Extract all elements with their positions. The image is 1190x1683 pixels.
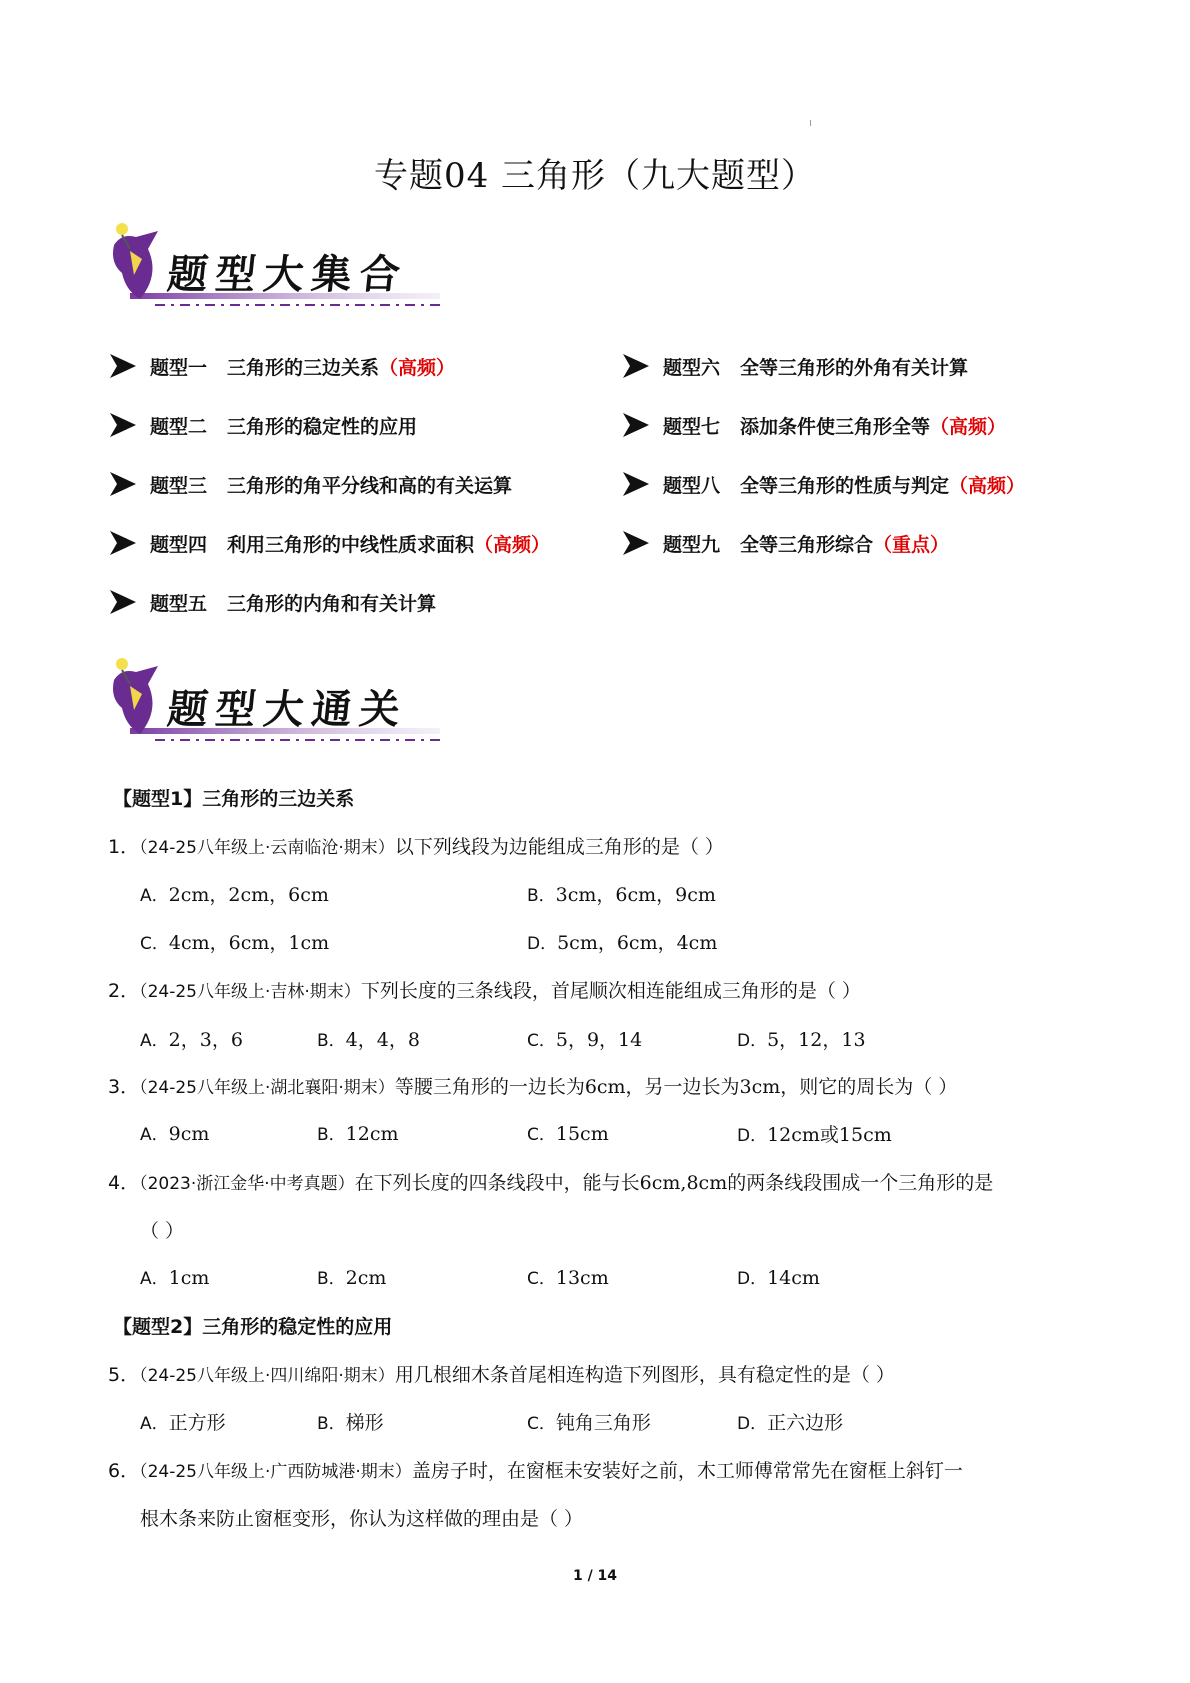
outline-item-no: 题型九 (663, 533, 721, 556)
option-letter: C． (527, 1125, 556, 1145)
option-letter: B． (317, 1031, 346, 1051)
outline-item-name: 添加条件使三角形全等 (740, 415, 931, 438)
option-b (317, 1025, 420, 1052)
option-text: 4，4，8 (345, 1029, 420, 1051)
option-text: 4cm，6cm，1cm (168, 932, 330, 954)
outline-item-no: 题型五 (150, 592, 208, 615)
banner-outline (100, 215, 445, 320)
question-text: 盖房子时，在窗框未安装好之前，木工师傅常常先在窗框上斜钉一 (411, 1460, 963, 1482)
arrow-right-icon (623, 413, 649, 437)
option-c (140, 928, 329, 955)
option-text: 13cm (555, 1267, 609, 1289)
question-source: （24-25八年级上·云南临沧·期末） (139, 838, 395, 858)
outline-item[interactable] (110, 468, 512, 500)
question-number: 4． (108, 1172, 140, 1194)
question-text: 用几根细木条首尾相连构造下列图形，具有稳定性的是（ ） (394, 1364, 895, 1386)
option-letter: D． (737, 1269, 768, 1289)
question-text: 等腰三角形的一边长为6cm，另一边长为3cm，则它的周长为（ ） (394, 1076, 958, 1098)
question-4 (108, 1168, 993, 1195)
banner-practice (100, 650, 445, 755)
question-source: （24-25八年级上·广西防城港·期末） (139, 1462, 412, 1482)
outline-item-name: 三角形的内角和有关计算 (227, 592, 437, 615)
option-text: 正六边形 (767, 1412, 844, 1434)
outline-item[interactable] (623, 409, 1006, 441)
question-text: 以下列线段为边能组成三角形的是（ ） (394, 836, 724, 858)
option-a (140, 1025, 243, 1052)
option-letter: C． (140, 934, 169, 954)
question-number: 6． (108, 1460, 140, 1482)
option-text: 梯形 (345, 1412, 384, 1434)
outline-item-no: 题型三 (150, 474, 208, 497)
arrow-right-icon (110, 590, 136, 614)
option-letter: C． (527, 1269, 556, 1289)
option-letter: A． (140, 1414, 169, 1434)
outline-item-tag: （高频） (379, 356, 456, 379)
option-text: 12cm或15cm (767, 1124, 892, 1146)
option-letter: D． (737, 1126, 768, 1146)
option-text: 1cm (168, 1267, 210, 1289)
outline-item-tag: （高频） (949, 474, 1026, 497)
outline-item[interactable] (110, 350, 455, 382)
option-text: 14cm (767, 1267, 820, 1289)
outline-item-no: 题型六 (663, 356, 721, 379)
question-2 (108, 976, 861, 1003)
question-4-continued: （ ） (140, 1220, 185, 1242)
option-text: 5cm，6cm，4cm (557, 932, 718, 954)
option-letter: B． (317, 1414, 346, 1434)
question-source: （24-25八年级上·四川绵阳·期末） (139, 1366, 395, 1386)
option-d (737, 1264, 820, 1289)
banner-title: 题型大通关 (165, 686, 411, 733)
question-1 (108, 832, 724, 859)
question-text: 在下列长度的四条线段中，能与长6cm,8cm的两条线段围成一个三角形的是 (354, 1172, 994, 1194)
question-6 (108, 1456, 963, 1483)
page-mark (810, 120, 811, 126)
outline-item-no: 题型一 (150, 356, 208, 379)
option-text: 正方形 (168, 1412, 226, 1434)
outline-item-no: 题型二 (150, 415, 208, 438)
question-5 (108, 1360, 895, 1387)
option-letter: B． (317, 1125, 346, 1145)
arrow-right-icon (110, 531, 136, 555)
option-letter: B． (317, 1269, 346, 1289)
question-6-continued: 根木条来防止窗框变形，你认为这样做的理由是（ ） (140, 1508, 584, 1530)
option-b (317, 1408, 384, 1435)
option-d (527, 928, 717, 955)
outline-item-no: 题型四 (150, 533, 208, 556)
outline-item-name: 全等三角形的外角有关计算 (740, 356, 969, 379)
arrow-right-icon (110, 472, 136, 496)
option-letter: A． (140, 1269, 169, 1289)
option-c (527, 1120, 609, 1145)
option-c (527, 1264, 609, 1289)
option-a (140, 880, 329, 907)
option-text: 钝角三角形 (555, 1412, 651, 1434)
question-source: （24-25八年级上·吉林·期末） (139, 982, 361, 1002)
outline-item-no: 题型七 (663, 415, 721, 438)
section-heading: 【题型2】三角形的稳定性的应用 (113, 1316, 393, 1338)
option-text: 5，9，14 (555, 1029, 643, 1051)
question-source: （24-25八年级上·湖北襄阳·期末） (139, 1078, 395, 1098)
option-d (737, 1120, 892, 1147)
arrow-right-icon (623, 472, 649, 496)
option-letter: A． (140, 886, 169, 906)
option-letter: D． (737, 1031, 768, 1051)
outline-item[interactable] (623, 468, 1025, 500)
page-title: 专题04 三角形（九大题型） (373, 156, 817, 196)
question-number: 5． (108, 1364, 140, 1386)
outline-item-tag: （高频） (930, 415, 1007, 438)
option-text: 2，3，6 (168, 1029, 243, 1051)
option-text: 2cm，2cm，6cm (168, 884, 329, 906)
outline-item[interactable] (110, 409, 417, 441)
section-heading: 【题型1】三角形的三边关系 (113, 788, 355, 810)
option-text: 3cm，6cm，9cm (555, 884, 716, 906)
option-b (317, 1264, 386, 1289)
outline-item-tag: （重点） (873, 533, 950, 556)
option-text: 15cm (555, 1123, 609, 1145)
outline-item-tag: （高频） (474, 533, 551, 556)
outline-list (110, 350, 1110, 640)
option-text: 9cm (168, 1123, 210, 1145)
option-a (140, 1120, 209, 1145)
option-b (317, 1120, 399, 1145)
option-letter: A． (140, 1031, 169, 1051)
option-letter: B． (527, 886, 556, 906)
option-letter: D． (737, 1414, 768, 1434)
outline-item-name: 三角形的角平分线和高的有关运算 (227, 474, 513, 497)
arrow-right-icon (110, 354, 136, 378)
outline-item-name: 全等三角形综合 (740, 533, 874, 556)
option-letter: C． (527, 1031, 556, 1051)
question-text: 下列长度的三条线段，首尾顺次相连能组成三角形的是（ ） (360, 980, 861, 1002)
outline-item[interactable] (623, 527, 949, 559)
option-a (140, 1264, 209, 1289)
arrow-right-icon (623, 531, 649, 555)
option-b (527, 880, 716, 907)
option-a (140, 1408, 226, 1435)
banner-title: 题型大集合 (165, 251, 411, 298)
option-d (737, 1025, 866, 1052)
question-3 (108, 1072, 957, 1099)
question-number: 1． (108, 836, 140, 858)
outline-item-name: 三角形的稳定性的应用 (227, 415, 418, 438)
option-letter: D． (527, 934, 558, 954)
outline-item[interactable] (110, 527, 550, 559)
arrow-right-icon (110, 413, 136, 437)
outline-item-name: 利用三角形的中线性质求面积 (227, 533, 475, 556)
option-c (527, 1025, 642, 1052)
page-number: 1 / 14 (572, 1568, 618, 1584)
option-text: 12cm (345, 1123, 399, 1145)
question-source: （2023·浙江金华·中考真题） (139, 1174, 355, 1194)
question-number: 3． (108, 1076, 140, 1098)
outline-item-name: 三角形的三边关系 (227, 356, 380, 379)
arrow-right-icon (623, 354, 649, 378)
option-letter: C． (527, 1414, 556, 1434)
option-c (527, 1408, 651, 1435)
question-number: 2． (108, 980, 140, 1002)
outline-item-name: 全等三角形的性质与判定 (740, 474, 950, 497)
option-d (737, 1408, 843, 1435)
outline-item[interactable] (110, 586, 436, 618)
option-text: 2cm (345, 1267, 387, 1289)
outline-item-no: 题型八 (663, 474, 721, 497)
option-text: 5，12，13 (767, 1029, 866, 1051)
outline-item[interactable] (623, 350, 968, 382)
option-letter: A． (140, 1125, 169, 1145)
